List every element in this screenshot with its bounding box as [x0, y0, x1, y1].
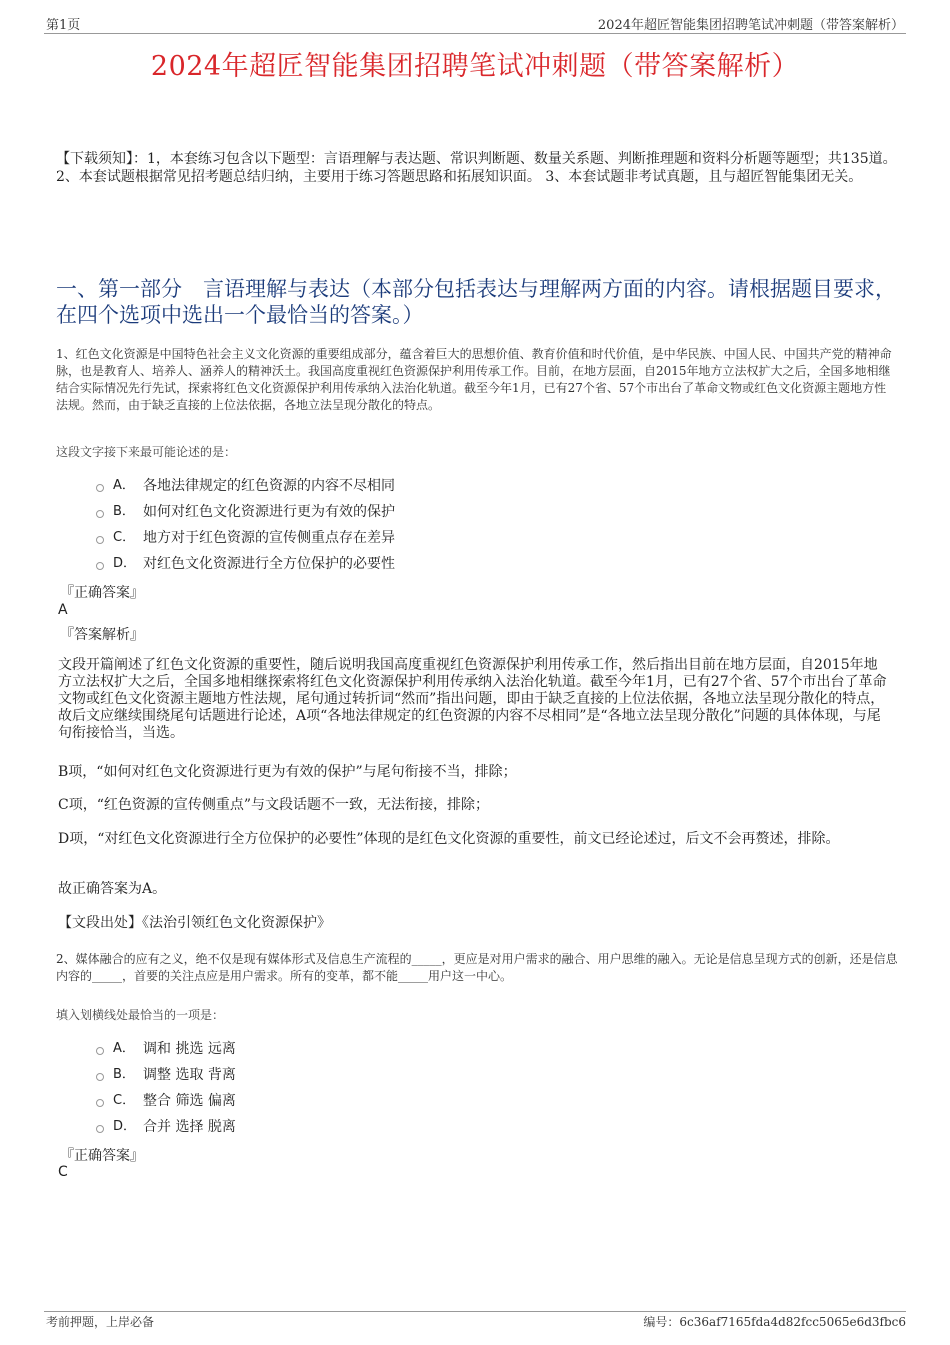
q1-option-b[interactable]: B． 如何对红色文化资源进行更为有效的保护 [96, 502, 395, 522]
q1-answer-label: 『正确答案』 [60, 585, 144, 601]
q1-analysis-d: D项，“对红色文化资源进行全方位保护的必要性”体现的是红色文化资源的重要性，前文已经论述过，后文不会再赘述，排除。 [58, 831, 840, 847]
q1-analysis-b: B项，“如何对红色文化资源进行更为有效的保护”与尾句衔接不当，排除； [58, 764, 517, 780]
radio-icon[interactable] [96, 1047, 104, 1055]
q1-analysis-conclusion: 故正确答案为A。 [58, 881, 167, 897]
q1-option-c[interactable]: C． 地方对于红色资源的宣传侧重点存在差异 [96, 528, 395, 548]
footer-slogan: 考前押题，上岸必备 [46, 1315, 155, 1329]
q1-source: 【文段出处】《法治引领红色文化资源保护》 [58, 915, 331, 931]
page-number: 第1页 [46, 18, 81, 33]
download-notice: 【下载须知】：1，本套练习包含以下题型：言语理解与表达题、常识判断题、数量关系题、判断推理题和资料分析题等题型；共135道。 2、本套试题根据常见招考题总结归纳，主要用于练习答题思路和拓展知识面。 3、本套试题非考试真题，且与超匠智能集团无关。 [56, 151, 897, 185]
q2-answer-label: 『正确答案』 [60, 1148, 144, 1164]
question-1-stem: 这段文字接下来最可能论述的是： [56, 445, 237, 459]
header-doc-title: 2024年超匠智能集团招聘笔试冲刺题（带答案解析） [597, 18, 904, 33]
radio-icon[interactable] [96, 1073, 104, 1081]
question-2-text: 2、媒体融合的应有之义，绝不仅是现有媒体形式及信息生产流程的_____，更应是对用户需求的融合、用户思维的融入。无论是信息呈现方式的创新，还是信息内容的_____，首要的关注点应是用户需求。所有的变革，都不能_____用户这一中心。 [56, 952, 898, 983]
q1-analysis-label: 『答案解析』 [60, 627, 144, 643]
q2-option-c[interactable]: C． 整合 筛选 偏离 [96, 1091, 236, 1111]
section-heading: 一、第一部分 言语理解与表达（本部分包括表达与理解两方面的内容。请根据题目要求，在四个选项中选出一个最恰当的答案。） [56, 277, 896, 327]
q1-option-a[interactable]: A． 各地法律规定的红色资源的内容不尽相同 [96, 476, 395, 496]
q2-option-d[interactable]: D． 合并 选择 脱离 [96, 1117, 236, 1137]
radio-icon[interactable] [96, 510, 104, 518]
question-2-stem: 填入划横线处最恰当的一项是： [56, 1008, 225, 1022]
q1-analysis-c: C项，“红色资源的宣传侧重点”与文段话题不一致，无法衔接，排除； [58, 797, 490, 813]
radio-icon[interactable] [96, 536, 104, 544]
q1-analysis-main: 文段开篇阐述了红色文化资源的重要性，随后说明我国高度重视红色资源保护利用传承工作，然后指出目前在地方层面，自2015年地方立法权扩大之后，全国多地相继探索将红色文化资源保护利用传承纳入法治化轨道。截至今年1月，已有27个省、57个市出台了革命文物或红色文化资源主题地方性法规，尾句通过转折词“然而”指出问题，即由于缺乏直接的上位法依据，各地立法呈现分散化的特点，故后文应继续围绕尾句话题进行论述，A项“各地法律规定的红色资源的内容不尽相同”是“各地立法呈现分散化”问题的具体体现，与尾句衔接恰当，当选。 [58, 657, 887, 741]
footer-serial: 编号：6c36af7165fda4d82fcc5065e6d3fbc6 [643, 1315, 906, 1329]
radio-icon[interactable] [96, 562, 104, 570]
question-1-text: 1、红色文化资源是中国特色社会主义文化资源的重要组成部分，蕴含着巨大的思想价值、教育价值和时代价值，是中华民族、中国人民、中国共产党的精神命脉，也是教育人、培养人、涵养人的精神沃土。我国高度重视红色资源保护利用传承工作。目前，在地方层面，自2015年地方立法权扩大之后，全国多地相继结合实际情况先行先试，探索将红色文化资源保护利用传承纳入法治化轨道。截至今年1月，已有27个省、57个市出台了革命文物或红色文化资源主题地方性法规。然而，由于缺乏直接的上位法依据，各地立法呈现分散化的特点。 [56, 347, 892, 412]
q2-option-a[interactable]: A． 调和 挑选 远离 [96, 1039, 236, 1059]
q1-option-d[interactable]: D． 对红色文化资源进行全方位保护的必要性 [96, 554, 395, 574]
header-divider [44, 33, 906, 34]
q2-option-b[interactable]: B． 调整 选取 背离 [96, 1065, 236, 1085]
footer-divider [44, 1311, 906, 1312]
radio-icon[interactable] [96, 484, 104, 492]
radio-icon[interactable] [96, 1125, 104, 1133]
radio-icon[interactable] [96, 1099, 104, 1107]
q1-answer: A [58, 602, 68, 618]
document-title: 2024年超匠智能集团招聘笔试冲刺题（带答案解析） [150, 51, 800, 82]
q2-answer: C [58, 1164, 68, 1180]
